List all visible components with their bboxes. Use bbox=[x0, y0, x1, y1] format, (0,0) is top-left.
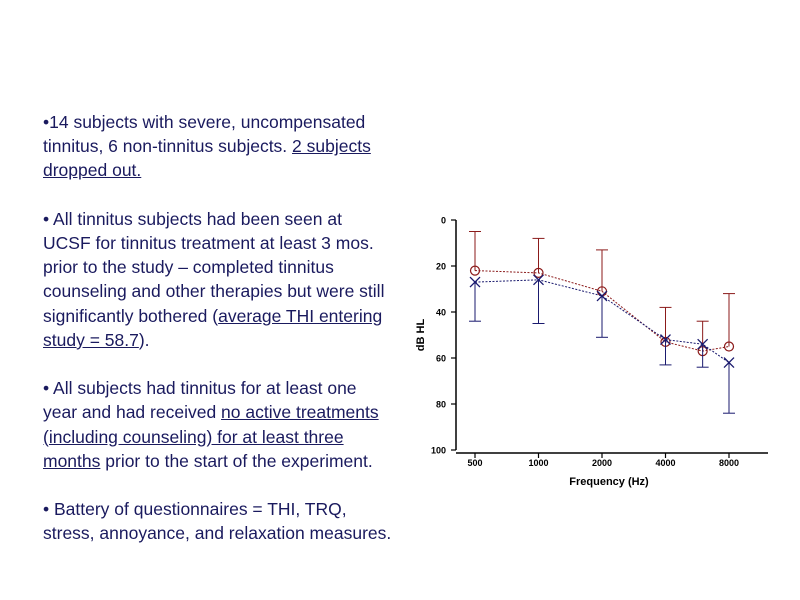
x-tick-label: 500 bbox=[467, 458, 483, 468]
y-tick-label: 100 bbox=[430, 445, 446, 456]
y-tick-label: 0 bbox=[440, 215, 446, 226]
chart-marks bbox=[469, 232, 735, 414]
y-tick-label: 60 bbox=[435, 353, 446, 364]
x-tick-label: 1000 bbox=[528, 458, 549, 468]
bullet-3-underlined: no active treatments (including counseling) for at least three months bbox=[43, 402, 379, 471]
bullet-2-text: • All tinnitus subjects had been seen at UCSF for tinnitus treatment at least 3 mos. prior to the study – completed tinnitus counseling and other therapies but were still significantly bothered ( bbox=[43, 208, 385, 326]
chart-axes bbox=[431, 216, 768, 469]
bullet-2-underlined: average THI entering study = 58.7 bbox=[43, 305, 383, 350]
x-axis-label: Frequency (Hz) bbox=[569, 476, 649, 488]
bullet-1-underlined: 2 subjects dropped out. bbox=[43, 136, 371, 181]
y-axis-label: dB HL bbox=[415, 318, 427, 352]
y-tick-label: 20 bbox=[435, 261, 446, 272]
y-tick-label: 80 bbox=[435, 399, 446, 410]
bullet-4-text: • Battery of questionnaires = THI, TRQ, stress, annoyance, and relaxation measures. bbox=[43, 499, 392, 544]
y-tick-label: 40 bbox=[435, 307, 446, 318]
bullet-1-text: •14 subjects with severe, uncompensated tinnitus, 6 non-tinnitus subjects. bbox=[43, 112, 366, 157]
bullet-2-end: ). bbox=[138, 329, 150, 350]
x-tick-label: 2000 bbox=[591, 458, 613, 468]
x-tick-label: 8000 bbox=[718, 458, 740, 468]
bullet-3-text: • All subjects had tinnitus for at least one year and had received bbox=[43, 378, 357, 423]
x-tick-label: 4000 bbox=[655, 458, 676, 468]
bullet-3-end: prior to the start of the experiment. bbox=[100, 450, 373, 471]
